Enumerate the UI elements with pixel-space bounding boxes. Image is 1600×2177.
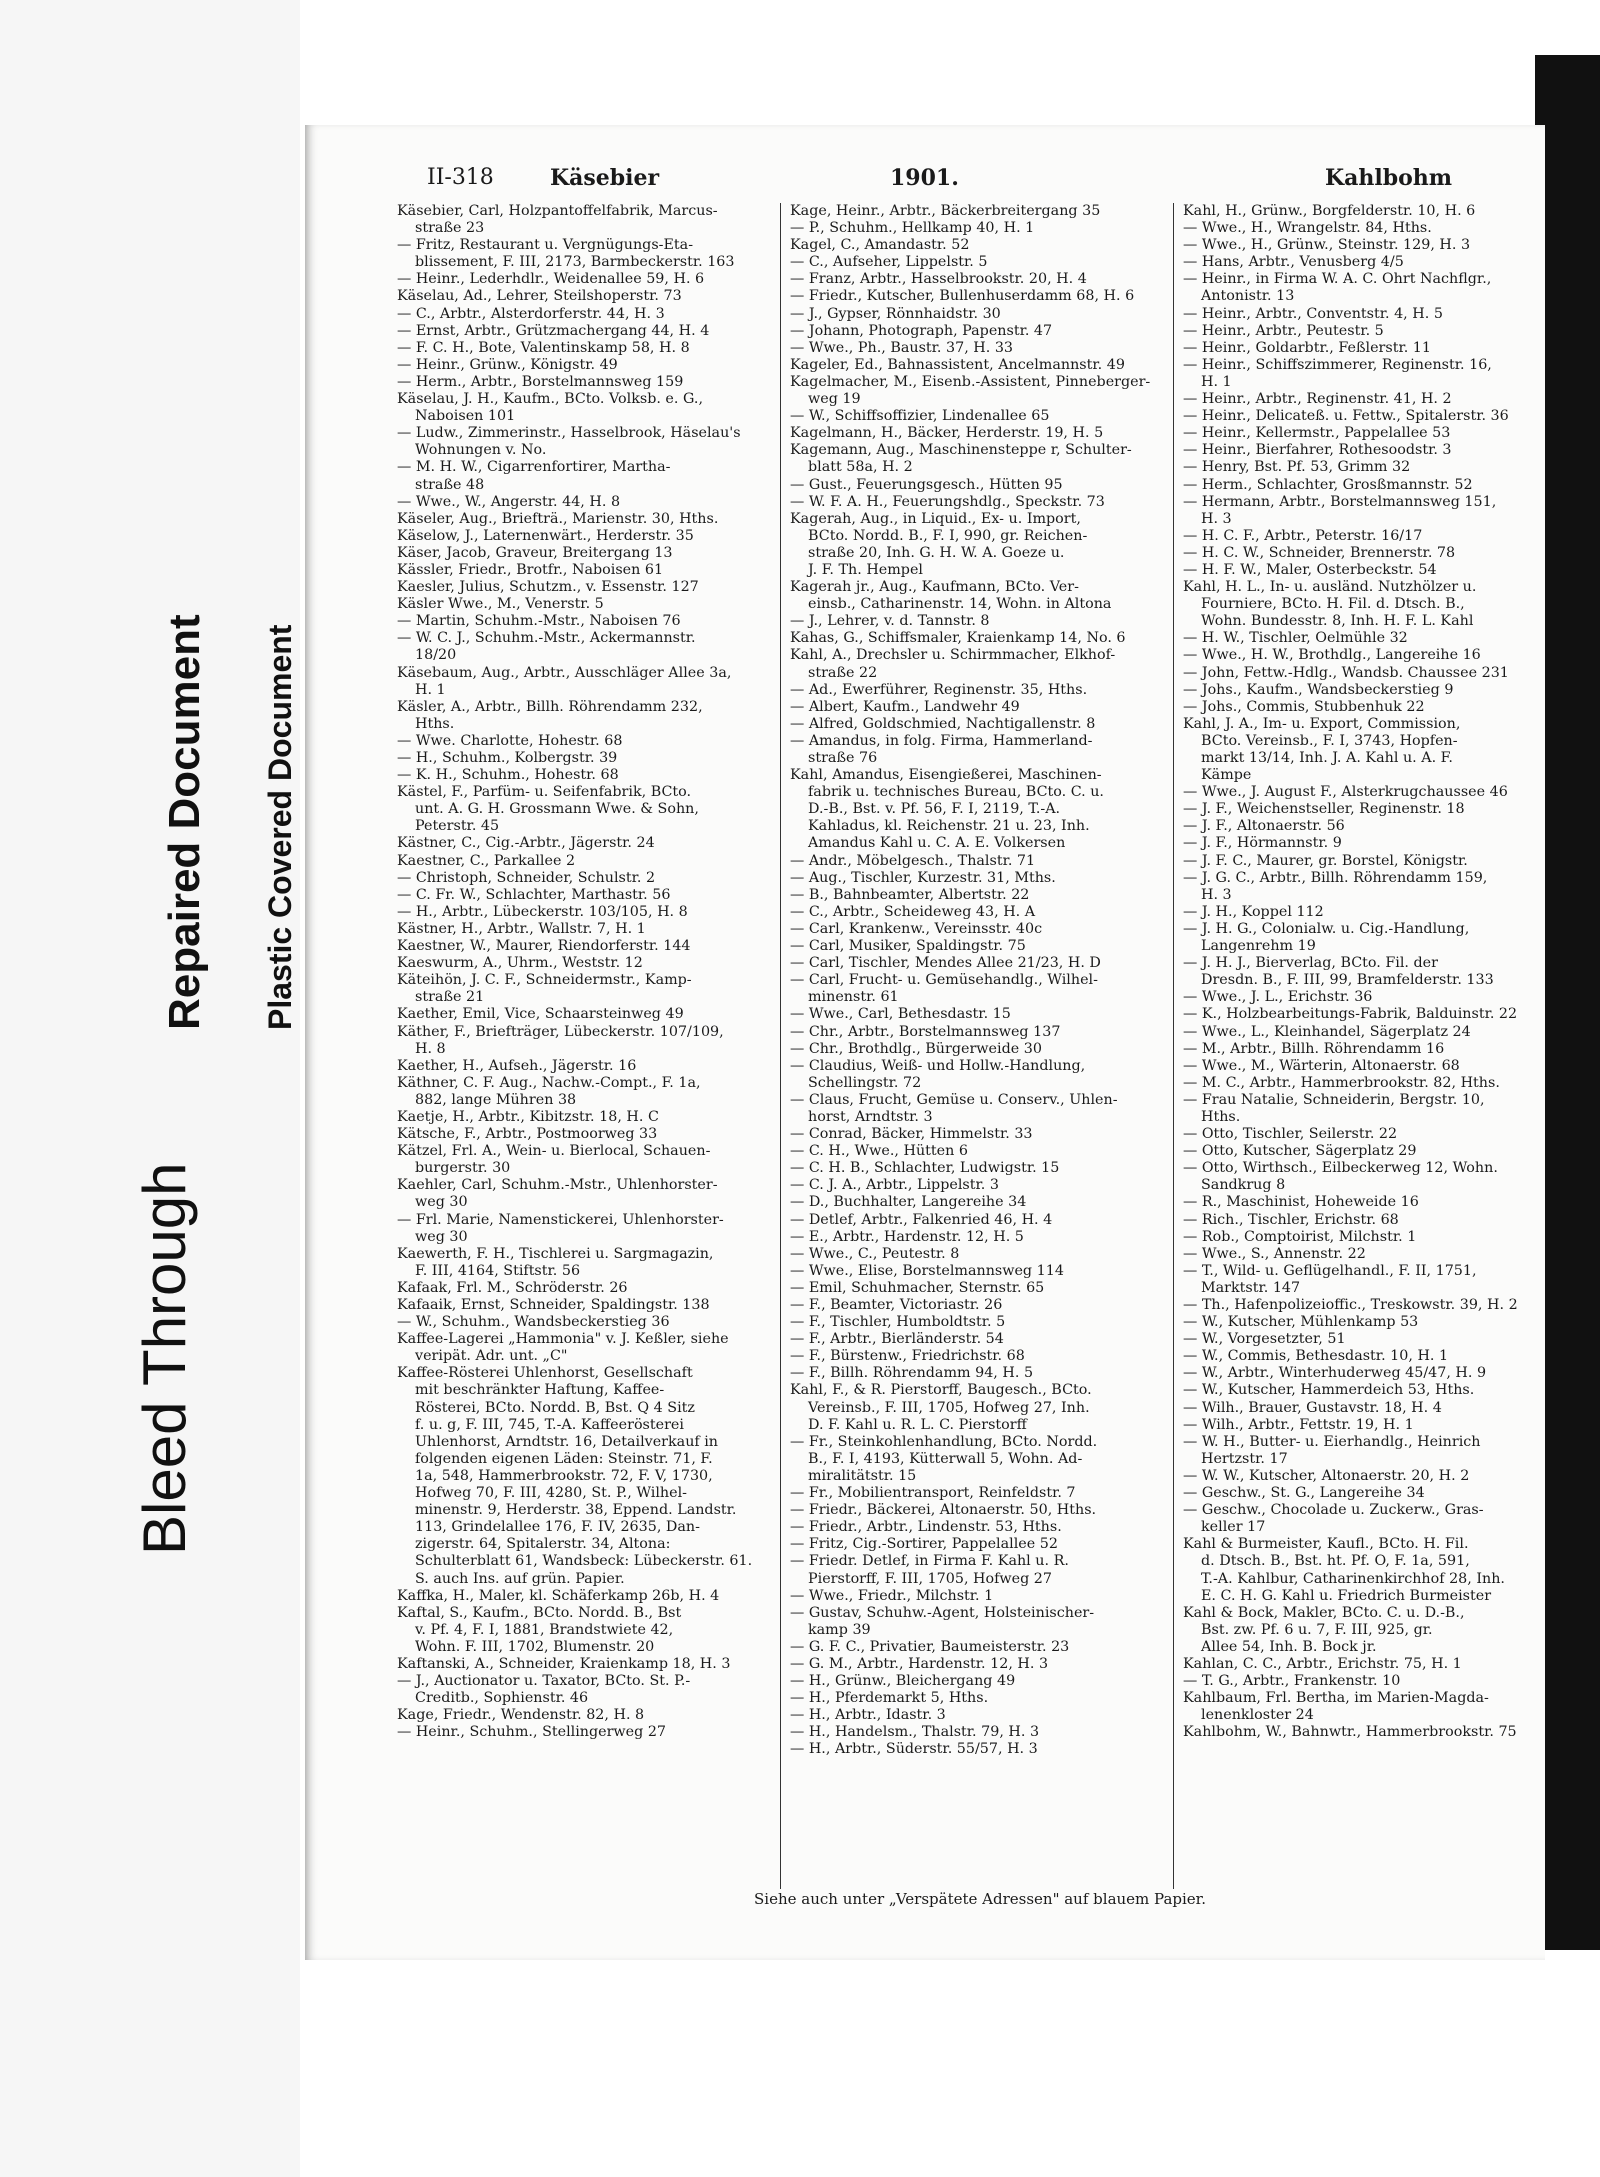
directory-entry-line: — M. C., Arbtr., Hammerbrookstr. 82, Hths. <box>1183 1074 1500 1091</box>
directory-entry-line: straße 23 <box>415 220 485 237</box>
directory-entry-line: Käseler, Aug., Briefträ., Marienstr. 30, Hths. <box>397 510 719 527</box>
directory-entry-line: — W., Commis, Bethesdastr. 10, H. 1 <box>1183 1348 1449 1365</box>
directory-entry-line: weg 30 <box>415 1228 468 1245</box>
directory-entry-line: — Heinr., Goldarbtr., Feßlerstr. 11 <box>1183 339 1431 356</box>
directory-entry-line: Kagerah, Aug., in Liquid., Ex- u. Import, <box>790 510 1081 527</box>
directory-entry-line: einsb., Catharinenstr. 14, Wohn. in Altona <box>808 596 1112 613</box>
directory-entry-line: 18/20 <box>415 647 457 664</box>
directory-entry-line: Kaffee-Rösterei Uhlenhorst, Gesellschaft <box>397 1365 693 1382</box>
directory-entry-line: — Hans, Arbtr., Venusberg 4/5 <box>1183 254 1404 271</box>
directory-entry-line: burgerstr. 30 <box>415 1160 511 1177</box>
directory-entry-line: — Fritz, Restaurant u. Vergnügungs-Eta- <box>397 237 694 254</box>
directory-entry-line: F. III, 4164, Stiftstr. 56 <box>415 1262 581 1279</box>
directory-entry-line: Peterstr. 45 <box>415 818 500 835</box>
directory-entry-line: — Chr., Arbtr., Borstelmannsweg 137 <box>790 1023 1061 1040</box>
directory-entry-line: — C., Arbtr., Scheideweg 43, H. A <box>790 903 1036 920</box>
directory-entry-line: — Fr., Steinkohlenhandlung, BCto. Nordd. <box>790 1433 1098 1450</box>
directory-entry-line: — H., Schuhm., Kolbergstr. 39 <box>397 750 618 766</box>
directory-entry-line: H. 8 <box>415 1040 446 1057</box>
directory-entry-line: — Wwe., S., Annenstr. 22 <box>1183 1245 1366 1262</box>
directory-entry-line: Käser, Jacob, Graveur, Breitergang 13 <box>397 544 673 561</box>
directory-entry-line: — C. J. A., Arbtr., Lippelstr. 3 <box>790 1177 999 1194</box>
directory-entry-line: — H., Handelsm., Thalstr. 79, H. 3 <box>790 1724 1040 1741</box>
directory-entry-line: Kaewerth, F. H., Tischlerei u. Sargmagazin, <box>397 1245 714 1262</box>
directory-entry-line: Uhlenhorst, Arndtstr. 16, Detailverkauf in <box>415 1433 719 1450</box>
directory-entry-line: — Heinr., Kellermstr., Pappelallee 53 <box>1183 425 1451 442</box>
directory-entry-line: miralitätstr. 15 <box>808 1467 917 1484</box>
directory-entry-line: — Geschw., St. G., Langereihe 34 <box>1183 1485 1425 1502</box>
directory-entry-line: Langenrehm 19 <box>1201 938 1316 955</box>
directory-entry-line: fabrik u. technisches Bureau, BCto. C. u. <box>808 784 1104 801</box>
directory-entry-line: — Wwe., Elise, Borstelmannsweg 114 <box>790 1262 1064 1279</box>
directory-entry-line: — H. W., Tischler, Oelmühle 32 <box>1183 630 1408 647</box>
directory-entry-line: straße 21 <box>415 989 485 1006</box>
directory-entry-line: — J. G. C., Arbtr., Billh. Röhrendamm 159, <box>1183 869 1488 886</box>
directory-entry-line: kamp 39 <box>808 1621 871 1638</box>
directory-entry-line: — G. M., Arbtr., Hardenstr. 12, H. 3 <box>790 1655 1049 1672</box>
directory-entry-line: straße 76 <box>808 750 878 766</box>
directory-entry-line: Kage, Heinr., Arbtr., Bäckerbreitergang 35 <box>790 203 1101 219</box>
directory-entry-line: Hths. <box>1201 1108 1241 1125</box>
directory-entry-line: — Wwe., L., Kleinhandel, Sägerplatz 24 <box>1183 1023 1471 1040</box>
label-bleed-through: Bleed Through <box>131 1162 198 1555</box>
directory-entry-line: — F., Tischler, Humboldtstr. 5 <box>790 1314 1006 1331</box>
directory-entry-line: keller 17 <box>1201 1519 1266 1536</box>
directory-entry-line: folgenden eigenen Läden: Steinstr. 71, F. <box>415 1450 713 1467</box>
directory-entry-line: — K. H., Schuhm., Hohestr. 68 <box>397 767 619 784</box>
directory-entry-line: — T. G., Arbtr., Frankenstr. 10 <box>1183 1673 1401 1690</box>
directory-entry-line: — Emil, Schuhmacher, Sternstr. 65 <box>790 1279 1045 1296</box>
directory-entry-line: — Andr., Möbelgesch., Thalstr. 71 <box>790 852 1036 869</box>
directory-entry-line: — J., Auctionator u. Taxator, BCto. St. P.- <box>397 1673 691 1690</box>
directory-entry-line: weg 19 <box>808 391 861 408</box>
directory-entry-line: — Wwe., M., Wärterin, Altonaerstr. 68 <box>1183 1057 1460 1074</box>
directory-entry-line: — Otto, Wirthsch., Eilbeckerweg 12, Wohn. <box>1183 1160 1498 1177</box>
directory-entry-line: — Ludw., Zimmerinstr., Hasselbrook, Häselau's <box>397 425 741 442</box>
header-right-word: Kahlbohm <box>1325 165 1453 191</box>
directory-entry-line: — Carl, Tischler, Mendes Allee 21/23, H. D <box>790 955 1101 972</box>
directory-entry-line: — E., Arbtr., Hardenstr. 12, H. 5 <box>790 1228 1024 1245</box>
directory-entry-line: v. Pf. 4, F. I, 1881, Brandstwiete 42, <box>415 1621 674 1638</box>
directory-entry-line: Kaehler, Carl, Schuhm.-Mstr., Uhlenhorster- <box>397 1177 718 1194</box>
directory-entry-line: — Chr., Brothdlg., Bürgerweide 30 <box>790 1040 1042 1057</box>
directory-entry-line: Kästner, C., Cig.-Arbtr., Jägerstr. 24 <box>397 835 655 852</box>
directory-entry-line: Kaesler, Julius, Schutzm., v. Essenstr. 127 <box>397 579 699 596</box>
directory-entry-line: Kaffee-Lagerei „Hammonia" v. J. Keßler, siehe <box>397 1331 729 1348</box>
directory-entry-line: Käthner, C. F. Aug., Nachw.-Compt., F. 1a, <box>397 1074 701 1091</box>
page-number: II-318 <box>427 165 494 190</box>
directory-entry-line: Kämpe <box>1201 767 1252 784</box>
directory-entry-line: — Heinr., in Firma W. A. C. Ohrt Nachflgr., <box>1183 271 1492 288</box>
directory-entry-line: T.-A. Kahlbur, Catharinenkirchhof 28, Inh. <box>1201 1570 1505 1587</box>
directory-entry-line: Käselow, J., Laternenwärt., Herderstr. 35 <box>397 527 694 544</box>
directory-entry-line: — Albert, Kaufm., Landwehr 49 <box>790 698 1020 715</box>
directory-entry-line: — C., Arbtr., Alsterdorferstr. 44, H. 3 <box>397 305 665 322</box>
directory-entry-line: Kaether, H., Aufseh., Jägerstr. 16 <box>397 1057 637 1074</box>
directory-entry-line: 1a, 548, Hammerbrookstr. 72, F. V, 1730, <box>415 1467 713 1484</box>
entries-column-1 <box>397 203 777 1741</box>
directory-entry-line: Wohnungen v. No. <box>415 442 547 459</box>
directory-entry-line: — Heinr., Grünw., Königstr. 49 <box>397 356 618 373</box>
directory-entry-line: Käteihön, J. C. F., Schneidermstr., Kamp- <box>397 972 692 989</box>
directory-entry-line: — H. C. W., Schneider, Brennerstr. 78 <box>1183 544 1456 561</box>
directory-entry-line: Kaffka, H., Maler, kl. Schäferkamp 26b, H. 4 <box>397 1587 720 1604</box>
directory-entry-line: Kaetje, H., Arbtr., Kibitzstr. 18, H. C <box>397 1108 659 1125</box>
directory-entry-line: — W., Kutscher, Mühlenkamp 53 <box>1183 1314 1419 1331</box>
directory-entry-line: Kagelmacher, M., Eisenb.-Assistent, Pinneberger- <box>790 373 1151 390</box>
directory-entry-line: — Heinr., Arbtr., Peutestr. 5 <box>1183 322 1384 339</box>
directory-entry-line: Kahl, F., & R. Pierstorff, Baugesch., BCto. <box>790 1382 1092 1399</box>
directory-entry-line: Rösterei, BCto. Nordd. B, Bst. Q 4 Sitz <box>415 1399 695 1416</box>
directory-entry-line: Kagelmann, H., Bäcker, Herderstr. 19, H. 5 <box>790 425 1104 442</box>
directory-entry-line: — Fr., Mobilientransport, Reinfeldstr. 7 <box>790 1485 1076 1502</box>
directory-entry-line: Schulterblatt 61, Wandsbeck: Lübeckerstr. 61. <box>415 1553 753 1570</box>
label-repaired-document: Repaired Document <box>160 614 209 1030</box>
directory-entry-line: — W. C. J., Schuhm.-Mstr., Ackermannstr. <box>397 630 696 647</box>
directory-entry-line: BCto. Nordd. B., F. I, 990, gr. Reichen- <box>808 527 1088 544</box>
directory-entry-line: — Friedr., Arbtr., Lindenstr. 53, Hths. <box>790 1519 1062 1536</box>
directory-entry-line: — C. Fr. W., Schlachter, Marthastr. 56 <box>397 886 671 903</box>
directory-entry-line: — J. H. J., Bierverlag, BCto. Fil. der <box>1183 955 1438 972</box>
directory-entry-line: — W., Vorgesetzter, 51 <box>1183 1331 1346 1348</box>
directory-entry-line: Kahl, A., Drechsler u. Schirmmacher, Elkhof- <box>790 647 1116 664</box>
directory-entry-line: f. u. g, F. III, 745, T.-A. Kaffeerösterei <box>415 1416 684 1433</box>
directory-entry-line: — Wwe., H., Grünw., Steinstr. 129, H. 3 <box>1183 237 1471 254</box>
directory-entry-line: Kahl, H. L., In- u. ausländ. Nutzhölzer u. <box>1183 579 1477 596</box>
directory-entry-line: 113, Grindelallee 176, F. IV, 2635, Dan- <box>415 1519 700 1536</box>
directory-entry-line: — Claus, Frucht, Gemüse u. Conserv., Uhlen- <box>790 1091 1118 1108</box>
directory-entry-line: BCto. Vereinsb., F. I, 3743, Hopfen- <box>1201 732 1458 749</box>
directory-entry-line: Sandkrug 8 <box>1201 1177 1286 1194</box>
directory-entry-line: — Alfred, Goldschmied, Nachtigallenstr. 8 <box>790 715 1096 732</box>
directory-entry-line: Käsebier, Carl, Holzpantoffelfabrik, Marcus- <box>397 203 718 219</box>
directory-entry-line: unt. A. G. H. Grossmann Wwe. & Sohn, <box>415 801 699 818</box>
directory-entry-line: — Claudius, Weiß- und Hollw.-Handlung, <box>790 1057 1086 1074</box>
column-divider <box>1173 203 1174 1889</box>
directory-entry-line: Kaestner, W., Maurer, Riendorferstr. 144 <box>397 938 691 955</box>
directory-entry-line: — K., Holzbearbeitungs-Fabrik, Balduinstr. 22 <box>1183 1006 1518 1023</box>
directory-entry-line: minenstr. 61 <box>808 989 899 1006</box>
directory-entry-line: — Herm., Arbtr., Borstelmannsweg 159 <box>397 373 684 390</box>
directory-entry-line: — H. F. W., Maler, Osterbeckstr. 54 <box>1183 561 1437 578</box>
directory-entry-line: Kafaaik, Ernst, Schneider, Spaldingstr. 138 <box>397 1297 710 1313</box>
directory-entry-line: Kaether, Emil, Vice, Schaarsteinweg 49 <box>397 1006 684 1023</box>
directory-entry-line: Kafaak, Frl. M., Schröderstr. 26 <box>397 1279 628 1296</box>
directory-entry-line: — F., Beamter, Victoriastr. 26 <box>790 1297 1003 1313</box>
directory-entry-line: straße 48 <box>415 476 485 493</box>
directory-entry-line: — Wwe., C., Peutestr. 8 <box>790 1245 960 1262</box>
directory-entry-line: Kagel, C., Amandastr. 52 <box>790 237 970 254</box>
directory-entry-line: — Wilh., Arbtr., Fettstr. 19, H. 1 <box>1183 1416 1414 1433</box>
directory-entry-line: H. 3 <box>1201 510 1232 527</box>
directory-entry-line: 882, lange Mühren 38 <box>415 1091 577 1108</box>
margin-label-area <box>0 0 300 2177</box>
directory-entry-line: — Heinr., Delicateß. u. Fettw., Spitalerstr. 36 <box>1183 408 1509 425</box>
directory-entry-line: Kässler, Friedr., Brotfr., Naboisen 61 <box>397 561 664 578</box>
directory-entry-line: — Otto, Tischler, Seilerstr. 22 <box>1183 1126 1398 1143</box>
directory-entry-line: — Martin, Schuhm.-Mstr., Naboisen 76 <box>397 613 681 630</box>
directory-entry-line: — Carl, Musiker, Spaldingstr. 75 <box>790 938 1026 955</box>
directory-entry-line: — Conrad, Bäcker, Himmelstr. 33 <box>790 1126 1033 1143</box>
directory-entry-line: Kahlbohm, W., Bahnwtr., Hammerbrookstr. 75 <box>1183 1724 1517 1741</box>
directory-entry-line: — Wwe., Ph., Baustr. 37, H. 33 <box>790 339 1014 356</box>
directory-entry-line: — Detlef, Arbtr., Falkenried 46, H. 4 <box>790 1211 1053 1228</box>
directory-entry-line: — Wwe., Carl, Bethesdastr. 15 <box>790 1006 1011 1023</box>
directory-entry-line: Kaestner, C., Parkallee 2 <box>397 852 576 869</box>
label-plastic-covered: Plastic Covered Document <box>262 624 298 1030</box>
directory-entry-line: — Aug., Tischler, Kurzestr. 31, Mths. <box>790 869 1056 886</box>
directory-entry-line: — J., Gypser, Rönnhaidstr. 30 <box>790 305 1001 322</box>
directory-page <box>305 125 1545 1960</box>
directory-entry-line: — J. H. G., Colonialw. u. Cig.-Handlung, <box>1183 920 1470 937</box>
directory-entry-line: markt 13/14, Inh. J. A. Kahl u. A. F. <box>1201 750 1453 766</box>
directory-entry-line: — J. F. C., Maurer, gr. Borstel, Königstr. <box>1183 852 1468 869</box>
directory-entry-line: — F. C. H., Bote, Valentinskamp 58, H. 8 <box>397 339 690 356</box>
directory-entry-line: — Rob., Comptoirist, Milchstr. 1 <box>1183 1228 1417 1245</box>
directory-entry-line: Wohn. F. III, 1702, Blumenstr. 20 <box>415 1638 655 1655</box>
directory-entry-line: Hths. <box>415 715 455 732</box>
footer-note: Siehe auch unter „Verspätete Adressen" auf blauem Papier. <box>754 1890 1206 1908</box>
directory-entry-line: — Heinr., Schiffszimmerer, Reginenstr. 16, <box>1183 356 1492 373</box>
directory-entry-line: — Carl, Krankenw., Vereinsstr. 40c <box>790 920 1043 937</box>
directory-entry-line: straße 22 <box>808 664 878 681</box>
directory-entry-line: Fourniere, BCto. H. Fil. d. Dtsch. B., <box>1201 596 1465 613</box>
directory-entry-line: Kahlbaum, Frl. Bertha, im Marien-Magda- <box>1183 1690 1489 1707</box>
directory-entry-line: S. auch Ins. auf grün. Papier. <box>415 1570 625 1587</box>
directory-entry-line: — Johs., Kaufm., Wandsbeckerstieg 9 <box>1183 681 1454 698</box>
directory-entry-line: Schellingstr. 72 <box>808 1074 922 1091</box>
directory-entry-line: — Geschw., Chocolade u. Zuckerw., Gras- <box>1183 1502 1484 1519</box>
directory-entry-line: Wohn. Bundesstr. 8, Inh. H. F. L. Kahl <box>1201 613 1474 630</box>
directory-entry-line: — Heinr., Bierfahrer, Rothesoodstr. 3 <box>1183 442 1452 459</box>
directory-entry-line: blissement, F. III, 2173, Barmbeckerstr. 163 <box>415 254 735 271</box>
directory-entry-line: — Johs., Commis, Stubbenhuk 22 <box>1183 698 1425 715</box>
directory-entry-line: — Wwe. Charlotte, Hohestr. 68 <box>397 732 623 749</box>
directory-entry-line: Hertzstr. 17 <box>1201 1450 1288 1467</box>
directory-entry-line: — Franz, Arbtr., Hasselbrookstr. 20, H. 4 <box>790 271 1087 288</box>
header-left-word: Käsebier <box>550 165 660 191</box>
directory-entry-line: — M., Arbtr., Billh. Röhrendamm 16 <box>1183 1040 1445 1057</box>
directory-entry-line: Allee 54, Inh. B. Bock jr. <box>1201 1638 1377 1655</box>
directory-entry-line: — Friedr., Bäckerei, Altonaerstr. 50, Hths. <box>790 1502 1097 1519</box>
directory-entry-line: — Friedr., Kutscher, Bullenhuserdamm 68, H. 6 <box>790 288 1135 305</box>
directory-entry-line: — P., Schuhm., Hellkamp 40, H. 1 <box>790 220 1035 237</box>
directory-entry-line: Kahl, Amandus, Eisengießerei, Maschinen- <box>790 767 1102 784</box>
directory-entry-line: — Otto, Kutscher, Sägerplatz 29 <box>1183 1143 1417 1160</box>
directory-entry-line: — Friedr. Detlef, in Firma F. Kahl u. R. <box>790 1553 1069 1570</box>
directory-entry-line: — H., Pferdemarkt 5, Hths. <box>790 1690 989 1707</box>
directory-entry-line: Naboisen 101 <box>415 408 516 425</box>
directory-entry-line: — C., Aufseher, Lippelstr. 5 <box>790 254 988 271</box>
directory-entry-line: Kagemann, Aug., Maschinensteppe r, Schulter- <box>790 442 1132 459</box>
directory-entry-line: H. 1 <box>1201 373 1232 390</box>
directory-entry-line: weg 30 <box>415 1194 468 1211</box>
directory-entry-line: — H. C. F., Arbtr., Peterstr. 16/17 <box>1183 527 1423 544</box>
directory-entry-line: Kahladus, kl. Reichenstr. 21 u. 23, Inh. <box>808 818 1090 835</box>
page-header <box>305 165 1545 201</box>
directory-entry-line: — Gustav, Schuhw.-Agent, Holsteinischer- <box>790 1604 1095 1621</box>
directory-entry-line: — W., Schiffsoffizier, Lindenallee 65 <box>790 408 1050 425</box>
directory-entry-line: Kätsche, F., Arbtr., Postmoorweg 33 <box>397 1126 658 1143</box>
header-year: 1901. <box>890 165 959 191</box>
directory-entry-line: — Johann, Photograph, Papenstr. 47 <box>790 322 1053 339</box>
directory-entry-line: — H., Arbtr., Süderstr. 55/57, H. 3 <box>790 1741 1038 1758</box>
directory-entry-line: Antonistr. 13 <box>1201 288 1295 305</box>
directory-entry-line: — Wwe., H., Wrangelstr. 84, Hths. <box>1183 220 1432 237</box>
directory-entry-line: Käther, F., Briefträger, Lübeckerstr. 107/109, <box>397 1023 724 1040</box>
directory-entry-line: — Heinr., Arbtr., Conventstr. 4, H. 5 <box>1183 305 1443 322</box>
directory-entry-line: horst, Arndtstr. 3 <box>808 1108 933 1125</box>
directory-entry-line: — W. W., Kutscher, Altonaerstr. 20, H. 2 <box>1183 1467 1470 1484</box>
directory-entry-line: — Christoph, Schneider, Schulstr. 2 <box>397 869 656 886</box>
directory-entry-line: — Hermann, Arbtr., Borstelmannsweg 151, <box>1183 493 1497 510</box>
directory-entry-line: — John, Fettw.-Hdlg., Wandsb. Chaussee 231 <box>1183 664 1509 681</box>
directory-entry-line: — C. H. B., Schlachter, Ludwigstr. 15 <box>790 1160 1060 1177</box>
directory-entry-line: Pierstorff, F. III, 1705, Hofweg 27 <box>808 1570 1052 1587</box>
directory-entry-line: blatt 58a, H. 2 <box>808 459 913 476</box>
directory-entry-line: — W., Schuhm., Wandsbeckerstieg 36 <box>397 1314 670 1331</box>
directory-entry-line: Kästel, F., Parfüm- u. Seifenfabrik, BCto. <box>397 784 692 801</box>
directory-entry-line: Creditb., Sophienstr. 46 <box>415 1690 589 1707</box>
directory-entry-line: Kahl, J. A., Im- u. Export, Commission, <box>1183 715 1461 732</box>
directory-entry-line: — Wwe., J. August F., Alsterkrugchaussee 46 <box>1183 784 1508 801</box>
directory-entry-line: Kage, Friedr., Wendenstr. 82, H. 8 <box>397 1707 645 1724</box>
directory-entry-line: d. Dtsch. B., Bst. ht. Pf. O, F. 1a, 591, <box>1201 1553 1470 1570</box>
directory-entry-line: — W. H., Butter- u. Eierhandlg., Heinrich <box>1183 1433 1481 1450</box>
directory-entry-line: E. C. H. G. Kahl u. Friedrich Burmeister <box>1201 1587 1492 1604</box>
directory-entry-line: zigerstr. 64, Spitalerstr. 34, Altona: <box>415 1536 671 1553</box>
directory-entry-line: B., F. I, 4193, Kütterwall 5, Wohn. Ad- <box>808 1450 1083 1467</box>
directory-entry-line: Käsler Wwe., M., Venerstr. 5 <box>397 596 604 613</box>
directory-entry-line: Kaeswurm, A., Uhrm., Weststr. 12 <box>397 955 643 972</box>
directory-entry-line: — Carl, Frucht- u. Gemüsehandlg., Wilhel- <box>790 972 1098 989</box>
directory-entry-line: J. F. Th. Hempel <box>808 561 923 578</box>
directory-entry-line: — W. F. A. H., Feuerungshdlg., Speckstr. 73 <box>790 493 1105 510</box>
directory-entry-line: Käselau, Ad., Lehrer, Steilshoperstr. 73 <box>397 288 682 305</box>
directory-entry-line: — W., Kutscher, Hammerdeich 53, Hths. <box>1183 1382 1475 1399</box>
directory-entry-line: — J., Lehrer, v. d. Tannstr. 8 <box>790 613 990 630</box>
directory-entry-line: Kaftanski, A., Schneider, Kraienkamp 18, H. 3 <box>397 1655 731 1672</box>
directory-entry-line: — Herm., Schlachter, Grosßmannstr. 52 <box>1183 476 1473 493</box>
directory-entry-line: — T., Wild- u. Geflügelhandl., F. II, 1751, <box>1183 1262 1477 1279</box>
entries-column-3 <box>1183 203 1563 1741</box>
directory-entry-line: minenstr. 9, Herderstr. 38, Eppend. Landstr. <box>415 1502 737 1519</box>
directory-entry-line: Kagerah jr., Aug., Kaufmann, BCto. Ver- <box>790 579 1079 596</box>
directory-entry-line: — F., Bürstenw., Friedrichstr. 68 <box>790 1348 1025 1365</box>
directory-entry-line: D.-B., Bst. v. Pf. 56, F. I, 2119, T.-A. <box>808 801 1061 818</box>
directory-entry-line: — Gust., Feuerungsgesch., Hütten 95 <box>790 476 1063 493</box>
directory-entry-line: — Ernst, Arbtr., Grützmachergang 44, H. 4 <box>397 322 710 339</box>
directory-entry-line: — W., Arbtr., Winterhuderweg 45/47, H. 9 <box>1183 1365 1487 1382</box>
directory-entry-line: Käsler, A., Arbtr., Billh. Röhrendamm 232, <box>397 698 703 715</box>
directory-entry-line: — Amandus, in folg. Firma, Hammerland- <box>790 732 1093 749</box>
directory-entry-line: D. F. Kahl u. R. L. C. Pierstorff <box>808 1416 1027 1433</box>
directory-entry-line: — H., Grünw., Bleichergang 49 <box>790 1673 1016 1690</box>
directory-entry-line: — Wwe., J. L., Erichstr. 36 <box>1183 989 1373 1006</box>
directory-entry-line: — Rich., Tischler, Erichstr. 68 <box>1183 1211 1399 1228</box>
directory-entry-line: — D., Buchhalter, Langereihe 34 <box>790 1194 1027 1211</box>
directory-entry-line: Marktstr. 147 <box>1201 1279 1301 1296</box>
directory-entry-line: Amandus Kahl u. C. A. E. Volkersen <box>808 835 1066 852</box>
directory-entry-line: lenenkloster 24 <box>1201 1707 1314 1724</box>
entries-column-2 <box>790 203 1170 1759</box>
directory-entry-line: Kahl & Bock, Makler, BCto. C. u. D.-B., <box>1183 1604 1465 1621</box>
directory-entry-line: — J. H., Koppel 112 <box>1183 903 1324 920</box>
directory-entry-line: Kahlan, C. C., Arbtr., Erichstr. 75, H. 1 <box>1183 1655 1462 1672</box>
directory-entry-line: — G. F. C., Privatier, Baumeisterstr. 23 <box>790 1638 1070 1655</box>
directory-entry-line: Käselau, J. H., Kaufm., BCto. Volksb. e. G., <box>397 391 703 408</box>
directory-entry-line: — J. F., Hörmannstr. 9 <box>1183 835 1342 852</box>
directory-entry-line: Kahas, G., Schiffsmaler, Kraienkamp 14, No. 6 <box>790 630 1126 647</box>
directory-entry-line: Kaftal, S., Kaufm., BCto. Nordd. B., Bst <box>397 1604 682 1621</box>
directory-entry-line: Bst. zw. Pf. 6 u. 7, F. III, 925, gr. <box>1201 1621 1433 1638</box>
directory-entry-line: — Heinr., Arbtr., Reginenstr. 41, H. 2 <box>1183 391 1452 408</box>
directory-entry-line: — Wilh., Brauer, Gustavstr. 18, H. 4 <box>1183 1399 1442 1416</box>
directory-entry-line: Vereinsb., F. III, 1705, Hofweg 27, Inh. <box>808 1399 1090 1416</box>
directory-entry-line: veripät. Adr. unt. „C" <box>415 1348 568 1365</box>
directory-entry-line: — M. H. W., Cigarrenfortirer, Martha- <box>397 459 671 476</box>
directory-entry-line: — Fritz, Cig.-Sortirer, Pappelallee 52 <box>790 1536 1058 1553</box>
directory-entry-line: — J. F., Weichenstseller, Reginenstr. 18 <box>1183 801 1465 818</box>
directory-entry-line: Kahl & Burmeister, Kaufl., BCto. H. Fil. <box>1183 1536 1469 1553</box>
directory-entry-line: Kästner, H., Arbtr., Wallstr. 7, H. 1 <box>397 920 646 937</box>
directory-entry-line: straße 20, Inh. G. H. W. A. Goeze u. <box>808 544 1065 561</box>
directory-entry-line: — F., Billh. Röhrendamm 94, H. 5 <box>790 1365 1034 1382</box>
directory-entry-line: — Wwe., H. W., Brothdlg., Langereihe 16 <box>1183 647 1481 664</box>
directory-entry-line: — H., Arbtr., Lübeckerstr. 103/105, H. 8 <box>397 903 688 920</box>
directory-entry-line: — Frl. Marie, Namenstickerei, Uhlenhorster- <box>397 1211 724 1228</box>
directory-entry-line: mit beschränkter Haftung, Kaffee- <box>415 1382 665 1399</box>
directory-entry-line: — B., Bahnbeamter, Albertstr. 22 <box>790 886 1030 903</box>
directory-entry-line: — C. H., Wwe., Hütten 6 <box>790 1143 968 1160</box>
directory-entry-line: — Heinr., Lederhdlr., Weidenallee 59, H. 6 <box>397 271 705 288</box>
directory-entry-line: — Wwe., Friedr., Milchstr. 1 <box>790 1587 994 1604</box>
directory-entry-line: Hofweg 70, F. III, 4280, St. P., Wilhel- <box>415 1485 687 1502</box>
directory-entry-line: — Frau Natalie, Schneiderin, Bergstr. 10, <box>1183 1091 1485 1108</box>
column-divider <box>780 203 781 1889</box>
directory-entry-line: Kätzel, Frl. A., Wein- u. Bierlocal, Schauen- <box>397 1143 711 1160</box>
directory-entry-line: Käsebaum, Aug., Arbtr., Ausschläger Allee 3a, <box>397 664 732 681</box>
directory-entry-line: Kageler, Ed., Bahnassistent, Ancelmannstr. 49 <box>790 356 1125 373</box>
directory-entry-line: — Heinr., Schuhm., Stellingerweg 27 <box>397 1724 667 1741</box>
directory-entry-line: Dresdn. B., F. III, 99, Bramfelderstr. 133 <box>1201 972 1494 989</box>
directory-entry-line: Kahl, H., Grünw., Borgfelderstr. 10, H. 6 <box>1183 203 1476 219</box>
directory-entry-line: — Wwe., W., Angerstr. 44, H. 8 <box>397 493 621 510</box>
directory-entry-line: H. 3 <box>1201 886 1232 903</box>
directory-entry-line: — Ad., Ewerführer, Reginenstr. 35, Hths. <box>790 681 1088 698</box>
directory-entry-line: — R., Maschinist, Hoheweide 16 <box>1183 1194 1419 1211</box>
directory-entry-line: — Th., Hafenpolizeioffic., Treskowstr. 39, H. 2 <box>1183 1297 1518 1313</box>
directory-entry-line: — Henry, Bst. Pf. 53, Grimm 32 <box>1183 459 1411 476</box>
directory-entry-line: H. 1 <box>415 681 446 698</box>
directory-entry-line: — F., Arbtr., Bierländerstr. 54 <box>790 1331 1004 1348</box>
directory-entry-line: — H., Arbtr., Idastr. 3 <box>790 1707 946 1724</box>
directory-entry-line: — J. F., Altonaerstr. 56 <box>1183 818 1345 835</box>
